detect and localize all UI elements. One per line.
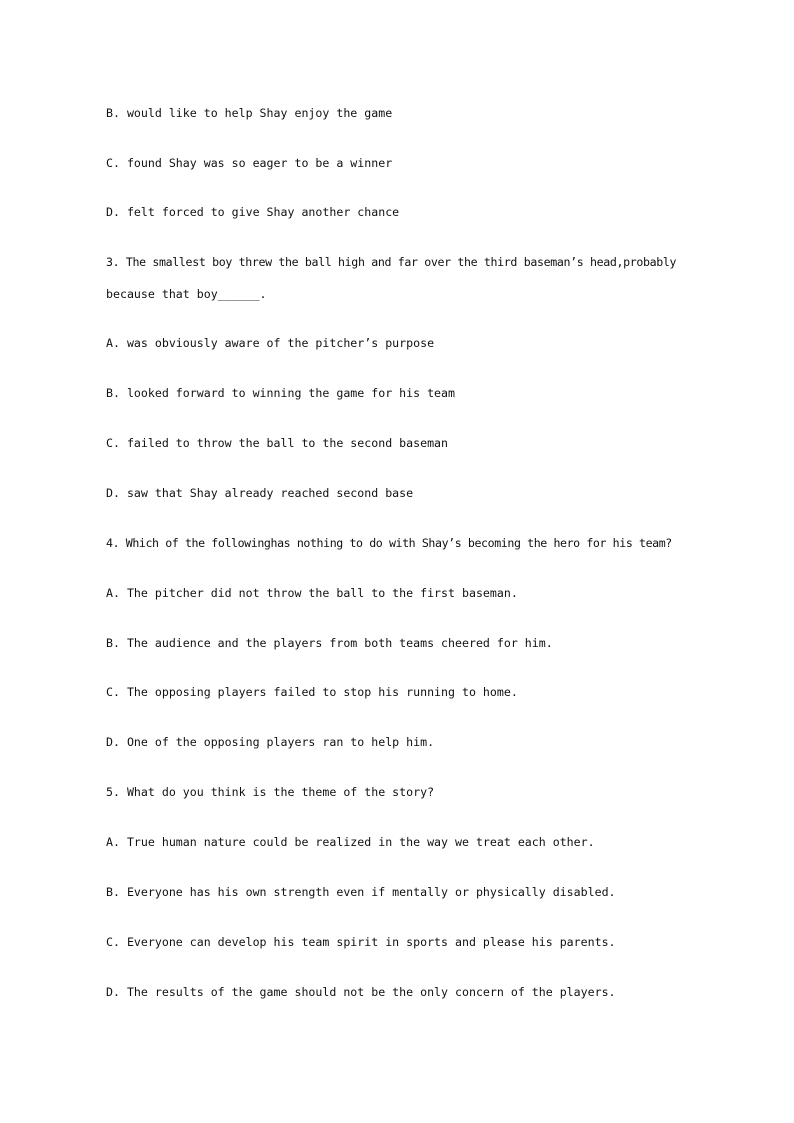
q4-stem: 4. Which of the followinghas nothing to do with Shay’s becoming the hero for his team? — [106, 536, 672, 550]
q5-stem: 5. What do you think is the theme of the story? — [106, 785, 435, 799]
q5-option-c: C. Everyone can develop his team spirit in sports and please his parents. — [106, 935, 616, 949]
q2-option-c: C. found Shay was so eager to be a winner — [106, 156, 393, 170]
q4-option-b: B. The audience and the players from both teams cheered for him. — [106, 636, 553, 650]
q5-option-b: B. Everyone has his own strength even if mentally or physically disabled. — [106, 885, 616, 899]
q3-option-c: C. failed to throw the ball to the second baseman — [106, 436, 449, 450]
q3-stem-line1: 3. The smallest boy threw the ball high and far over the third baseman’s head,probably — [106, 255, 677, 269]
q2-option-d: D. felt forced to give Shay another chance — [106, 205, 400, 219]
q2-option-b: B. would like to help Shay enjoy the game — [106, 106, 393, 120]
q3-option-b: B. looked forward to winning the game for his team — [106, 386, 456, 400]
q3-option-d: D. saw that Shay already reached second base — [106, 486, 414, 500]
q4-option-c: C. The opposing players failed to stop his running to home. — [106, 685, 518, 699]
q5-option-a: A. True human nature could be realized in the way we treat each other. — [106, 835, 595, 849]
q4-option-d: D. One of the opposing players ran to help him. — [106, 735, 435, 749]
q3-stem-line2: because that boy______. — [106, 287, 267, 301]
q3-option-a: A. was obviously aware of the pitcher’s purpose — [106, 336, 435, 350]
q4-option-a: A. The pitcher did not throw the ball to the first baseman. — [106, 586, 518, 600]
q5-option-d: D. The results of the game should not be the only concern of the players. — [106, 985, 616, 999]
